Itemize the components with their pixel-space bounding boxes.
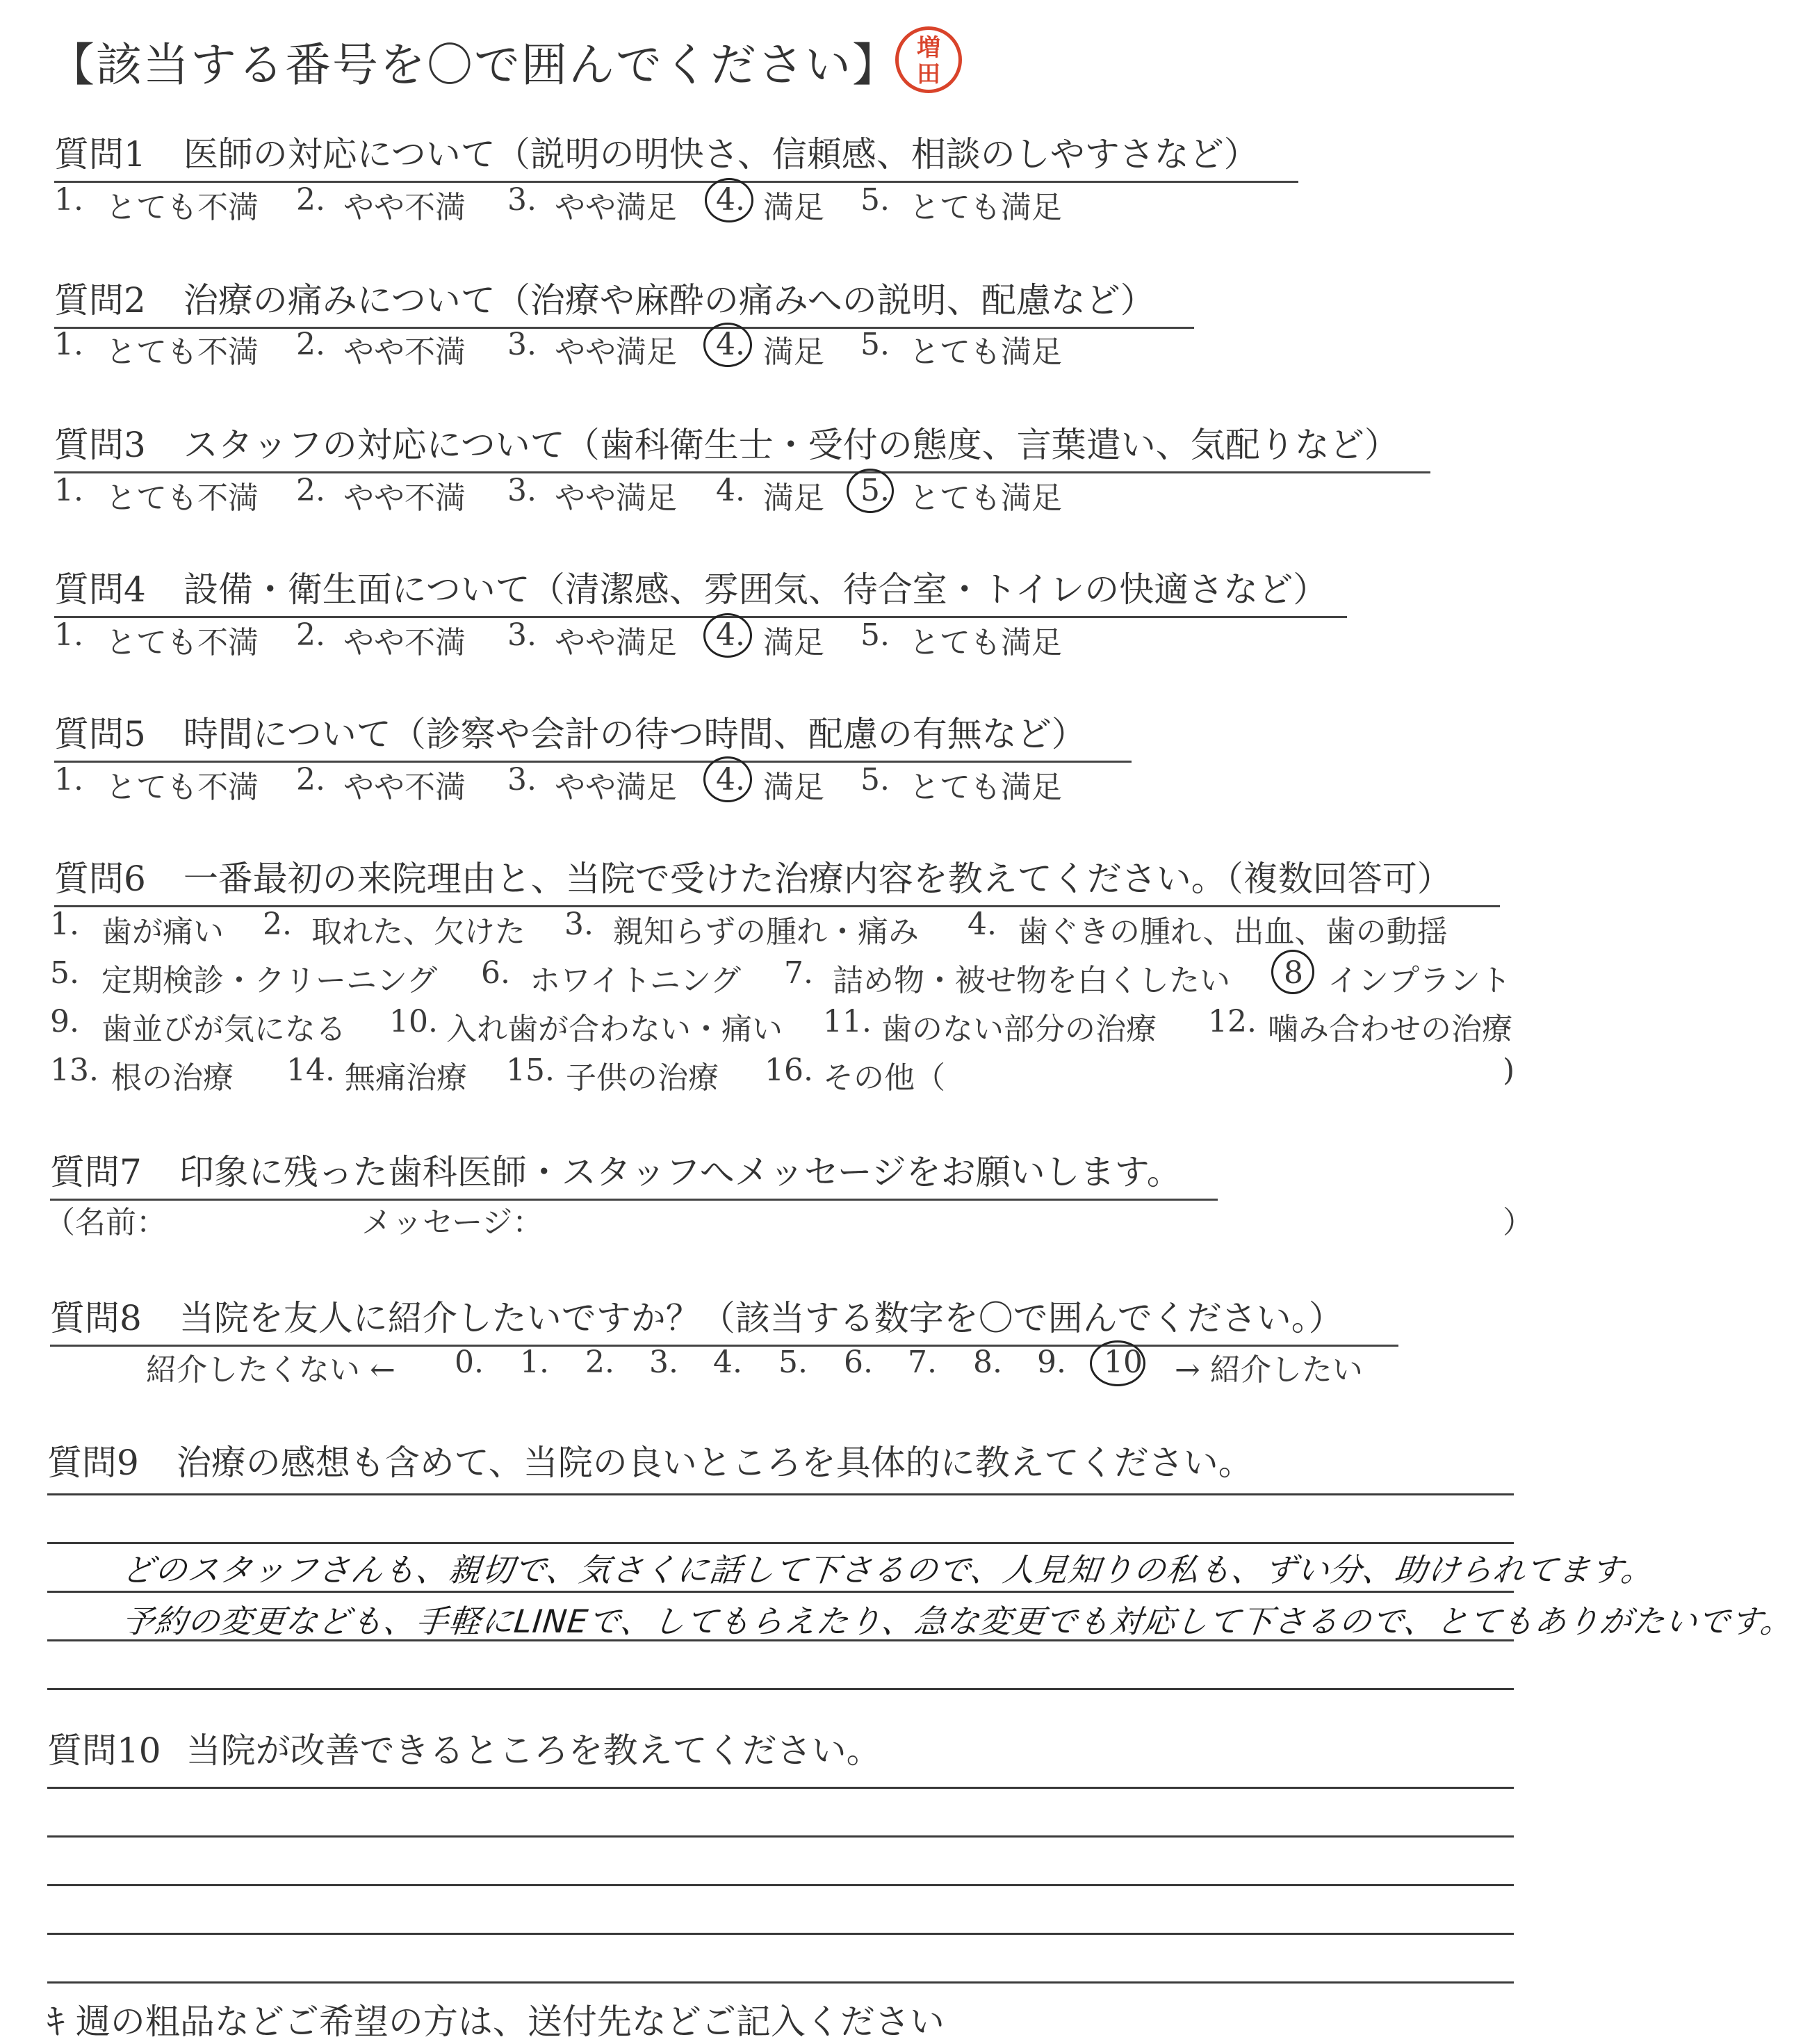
q6-opt-10-label: 入れ歯が合わない・痛い xyxy=(446,1012,783,1047)
q6-opt-2-label: 取れた、欠けた xyxy=(311,914,525,950)
q4-opt-4-label: 満足 xyxy=(763,625,824,660)
q6-opt-2-num[interactable]: 2. xyxy=(263,907,292,942)
q4-opt-3-label: やや満足 xyxy=(555,625,677,660)
q6-opt-16-label: その他（ xyxy=(823,1060,945,1096)
q8-scale-8[interactable]: 8. xyxy=(973,1345,1002,1380)
q6-selected-circle xyxy=(1271,950,1314,994)
q7-fields xyxy=(44,1197,1533,1240)
q8-scale-1[interactable]: 1. xyxy=(520,1345,549,1380)
q5-number: 質問5 xyxy=(54,714,146,754)
q8-scale-0[interactable]: 0. xyxy=(455,1345,484,1380)
q9-answer-line-5[interactable] xyxy=(47,1688,1514,1690)
q6-opt-6-num[interactable]: 6. xyxy=(481,955,510,991)
q3-opt-2-label: やや不満 xyxy=(343,480,466,516)
q8-text: 当院を友人に紹介したいですか？（該当する数字を〇で囲んでください。） xyxy=(179,1298,1344,1338)
q6-opt-3-label: 親知らずの腫れ・痛み xyxy=(613,914,919,950)
q5-opt-3-num[interactable]: 3. xyxy=(507,762,537,797)
q1-opt-4-label: 満足 xyxy=(763,190,824,225)
q2-selected-circle xyxy=(703,323,752,367)
q3-opt-2-num[interactable]: 2. xyxy=(296,473,325,508)
q9-handwritten-answer-line-2: 予約の変更なども、手軽にLINEで、してもらえたり、急な変更でも対応して下さるので、とてもありがたいです。 xyxy=(120,1603,1795,1640)
q4-title xyxy=(54,562,1347,618)
q6-opt-7-num[interactable]: 7. xyxy=(784,955,813,991)
q4-opt-3-num[interactable]: 3. xyxy=(507,617,537,653)
q8-scale-3[interactable]: 3. xyxy=(649,1345,678,1380)
q3-options xyxy=(54,473,1166,514)
q4-opt-2-num[interactable]: 2. xyxy=(296,617,325,653)
q3-selected-circle xyxy=(847,469,894,513)
name-seal-stamp xyxy=(895,26,962,93)
q9-title xyxy=(47,1435,1253,1489)
q9-handwritten-answer-line-1: どのスタッフさんも、親切で、気さくに話して下さるので、人見知りの私も、ずい分、助けられてます。 xyxy=(120,1551,1656,1589)
q5-opt-2-num[interactable]: 2. xyxy=(296,762,325,797)
q8-selected-circle xyxy=(1090,1340,1145,1386)
q10-answer-line-3[interactable] xyxy=(47,1884,1514,1886)
q7-number: 質問7 xyxy=(50,1152,142,1192)
q5-opt-1-label: とても不満 xyxy=(106,770,259,805)
q3-opt-1-num[interactable]: 1. xyxy=(54,473,83,508)
footer-partial-text: ｷ 週の粗品などご希望の方は、送付先などご記入ください xyxy=(47,2002,945,2042)
q6-opt-14-label: 無痛治療 xyxy=(345,1060,467,1096)
seal-glyphs: 増 田 xyxy=(917,34,940,88)
q6-opt-14-num[interactable]: 14. xyxy=(286,1053,335,1088)
q10-answer-line-5[interactable] xyxy=(47,1981,1514,1984)
q2-number: 質問2 xyxy=(54,280,146,321)
q6-opt-12-num[interactable]: 12. xyxy=(1208,1004,1257,1039)
q1-opt-3-label: やや満足 xyxy=(555,190,677,225)
q8-scale-2[interactable]: 2. xyxy=(585,1345,614,1380)
q4-opt-5-num[interactable]: 5. xyxy=(860,617,890,653)
q9-answer-line-2[interactable] xyxy=(47,1542,1514,1544)
q10-answer-line-4[interactable] xyxy=(47,1933,1514,1935)
q4-opt-4-num[interactable]: 4. xyxy=(716,617,745,653)
q1-opt-5-label: とても満足 xyxy=(909,190,1062,225)
q4-opt-1-label: とても不満 xyxy=(106,625,259,660)
q2-opt-4-label: 満足 xyxy=(763,334,824,370)
q4-opt-5-label: とても満足 xyxy=(909,625,1062,660)
q1-selected-circle xyxy=(705,178,753,222)
q6-title xyxy=(54,851,1500,907)
q7-text: 印象に残った歯科医師・スタッフへメッセージをお願いします。 xyxy=(179,1152,1182,1192)
q5-opt-4-label: 満足 xyxy=(763,770,824,805)
q1-opt-2-num[interactable]: 2. xyxy=(296,182,325,218)
q1-options xyxy=(54,182,1166,224)
q10-answer-line-2[interactable] xyxy=(47,1835,1514,1838)
q2-opt-1-num[interactable]: 1. xyxy=(54,327,83,362)
q9-answer-line-1[interactable] xyxy=(47,1493,1514,1495)
q5-opt-1-num[interactable]: 1. xyxy=(54,762,83,797)
q6-opt-8-num[interactable]: 8 xyxy=(1284,955,1303,991)
q3-text: スタッフの対応について（歯科衛生士・受付の態度、言葉遣い、気配りなど） xyxy=(183,425,1399,465)
q2-opt-2-num[interactable]: 2. xyxy=(296,327,325,362)
q6-opt-15-label: 子供の治療 xyxy=(566,1060,719,1096)
q1-number: 質問1 xyxy=(54,134,146,175)
q9-number: 質問9 xyxy=(47,1443,139,1483)
q1-opt-4-num[interactable]: 4. xyxy=(716,182,745,218)
q6-opt-16-num[interactable]: 16. xyxy=(765,1053,813,1088)
q1-opt-2-label: やや不満 xyxy=(343,190,466,225)
q6-opt-8-label: インプラント xyxy=(1328,963,1511,998)
q8-right-label: → 紹介したい xyxy=(1175,1352,1363,1388)
q4-opt-1-num[interactable]: 1. xyxy=(54,617,83,653)
q8-scale-6[interactable]: 6. xyxy=(844,1345,873,1380)
q1-opt-5-num[interactable]: 5. xyxy=(860,182,890,218)
q1-opt-3-num[interactable]: 3. xyxy=(507,182,537,218)
q7-name-label: （名前： xyxy=(44,1205,167,1240)
q8-scale-7[interactable]: 7. xyxy=(908,1345,937,1380)
q6-opt-5-num[interactable]: 5. xyxy=(50,955,79,991)
q5-opt-5-label: とても満足 xyxy=(909,770,1062,805)
q6-text: 一番最初の来院理由と、当院で受けた治療内容を教えてください。（複数回答可） xyxy=(183,859,1452,899)
q6-options xyxy=(50,907,1524,1115)
q6-opt-10-num[interactable]: 10. xyxy=(389,1004,438,1039)
q6-opt-13-label: 根の治療 xyxy=(111,1060,234,1096)
q5-options xyxy=(54,762,1166,804)
q3-opt-3-num[interactable]: 3. xyxy=(507,473,537,508)
q3-opt-5-num[interactable]: 5. xyxy=(860,473,890,508)
q4-text: 設備・衛生面について（清潔感、雰囲気、待合室・トイレの快適さなど） xyxy=(183,569,1328,610)
q2-opt-2-label: やや不満 xyxy=(343,334,466,370)
q2-opt-3-label: やや満足 xyxy=(555,334,677,370)
q5-opt-4-num[interactable]: 4. xyxy=(716,762,745,797)
q6-opt-11-num[interactable]: 11. xyxy=(823,1004,872,1039)
q6-opt-1-num[interactable]: 1. xyxy=(50,907,79,942)
q6-opt-11-label: 歯のない部分の治療 xyxy=(881,1012,1157,1047)
q10-title xyxy=(47,1723,881,1777)
q1-title xyxy=(54,127,1298,183)
q3-title xyxy=(54,417,1430,473)
q3-opt-1-label: とても不満 xyxy=(106,480,259,516)
q10-text: 当院が改善できるところを教えてください。 xyxy=(186,1730,881,1771)
q6-opt-13-num[interactable]: 13. xyxy=(50,1053,99,1088)
q7-close-paren: ） xyxy=(1503,1205,1533,1240)
q9-answer-line-3[interactable] xyxy=(47,1591,1514,1593)
q7-message-label: メッセージ： xyxy=(361,1205,544,1240)
q6-opt-7-label: 詰め物・被せ物を白くしたい xyxy=(833,963,1230,998)
q1-opt-1-label: とても不満 xyxy=(106,190,259,225)
q6-opt-6-label: ホワイトニング xyxy=(530,963,742,998)
q4-number: 質問4 xyxy=(54,569,146,610)
q5-opt-3-label: やや満足 xyxy=(555,770,677,805)
q8-title xyxy=(50,1290,1398,1347)
q5-opt-5-num[interactable]: 5. xyxy=(860,762,890,797)
q6-opt-9-num[interactable]: 9. xyxy=(50,1004,79,1039)
q8-scale-9[interactable]: 9. xyxy=(1037,1345,1066,1380)
q1-text: 医師の対応について（説明の明快さ、信頼感、相談のしやすさなど） xyxy=(183,134,1259,175)
q9-text: 治療の感想も含めて、当院の良いところを具体的に教えてください。 xyxy=(176,1443,1253,1483)
q2-opt-3-num[interactable]: 3. xyxy=(507,327,537,362)
q2-opt-4-num[interactable]: 4. xyxy=(716,327,745,362)
q2-options xyxy=(54,327,1166,368)
q3-opt-4-num[interactable]: 4. xyxy=(716,473,745,508)
q10-answer-line-1[interactable] xyxy=(47,1787,1514,1789)
q10-number: 質問10 xyxy=(47,1730,161,1771)
q6-opt-4-num[interactable]: 4. xyxy=(968,907,997,942)
q2-opt-5-label: とても満足 xyxy=(909,334,1062,370)
q5-opt-2-label: やや不満 xyxy=(343,770,466,805)
q8-scale-5[interactable]: 5. xyxy=(778,1345,808,1380)
q6-opt-4-label: 歯ぐきの腫れ、出血、歯の動揺 xyxy=(1018,914,1448,950)
q4-options xyxy=(54,617,1166,659)
q8-scale-4[interactable]: 4. xyxy=(713,1345,742,1380)
q5-title xyxy=(54,706,1132,763)
q8-scale xyxy=(146,1345,1467,1393)
q5-text: 時間について（診察や会計の待つ時間、配慮の有無など） xyxy=(183,714,1086,754)
q6-number: 質問6 xyxy=(54,859,146,899)
q2-title xyxy=(54,273,1194,329)
q3-opt-5-label: とても満足 xyxy=(909,480,1062,516)
q4-selected-circle xyxy=(703,613,752,658)
q3-opt-3-label: やや満足 xyxy=(555,480,677,516)
q6-opt-3-num[interactable]: 3. xyxy=(564,907,594,942)
q4-opt-2-label: やや不満 xyxy=(343,625,466,660)
q6-opt-12-label: 噛み合わせの治療 xyxy=(1268,1012,1512,1047)
q6-opt-15-num[interactable]: 15. xyxy=(506,1053,555,1088)
q6-opt-9-label: 歯並びが気になる xyxy=(101,1012,346,1047)
q2-text: 治療の痛みについて（治療や麻酔の痛みへの説明、配慮など） xyxy=(183,280,1155,321)
form-header-title: 【該当する番号を〇で囲んでください】 xyxy=(49,38,899,92)
q7-title xyxy=(50,1144,1218,1201)
q6-opt-1-label: 歯が痛い xyxy=(101,914,224,950)
q3-opt-4-label: 満足 xyxy=(763,480,824,516)
q6-opt-5-label: 定期検診・クリーニング xyxy=(101,963,438,998)
q2-opt-1-label: とても不満 xyxy=(106,334,259,370)
q8-scale-10[interactable]: 10 xyxy=(1104,1345,1143,1380)
q2-opt-5-num[interactable]: 5. xyxy=(860,327,890,362)
q8-left-label: 紹介したくない ← xyxy=(146,1352,395,1388)
q1-opt-1-num[interactable]: 1. xyxy=(54,182,83,218)
q5-selected-circle xyxy=(703,756,752,802)
q8-number: 質問8 xyxy=(50,1298,142,1338)
q6-other-close-paren: ) xyxy=(1503,1053,1515,1088)
q3-number: 質問3 xyxy=(54,425,146,465)
